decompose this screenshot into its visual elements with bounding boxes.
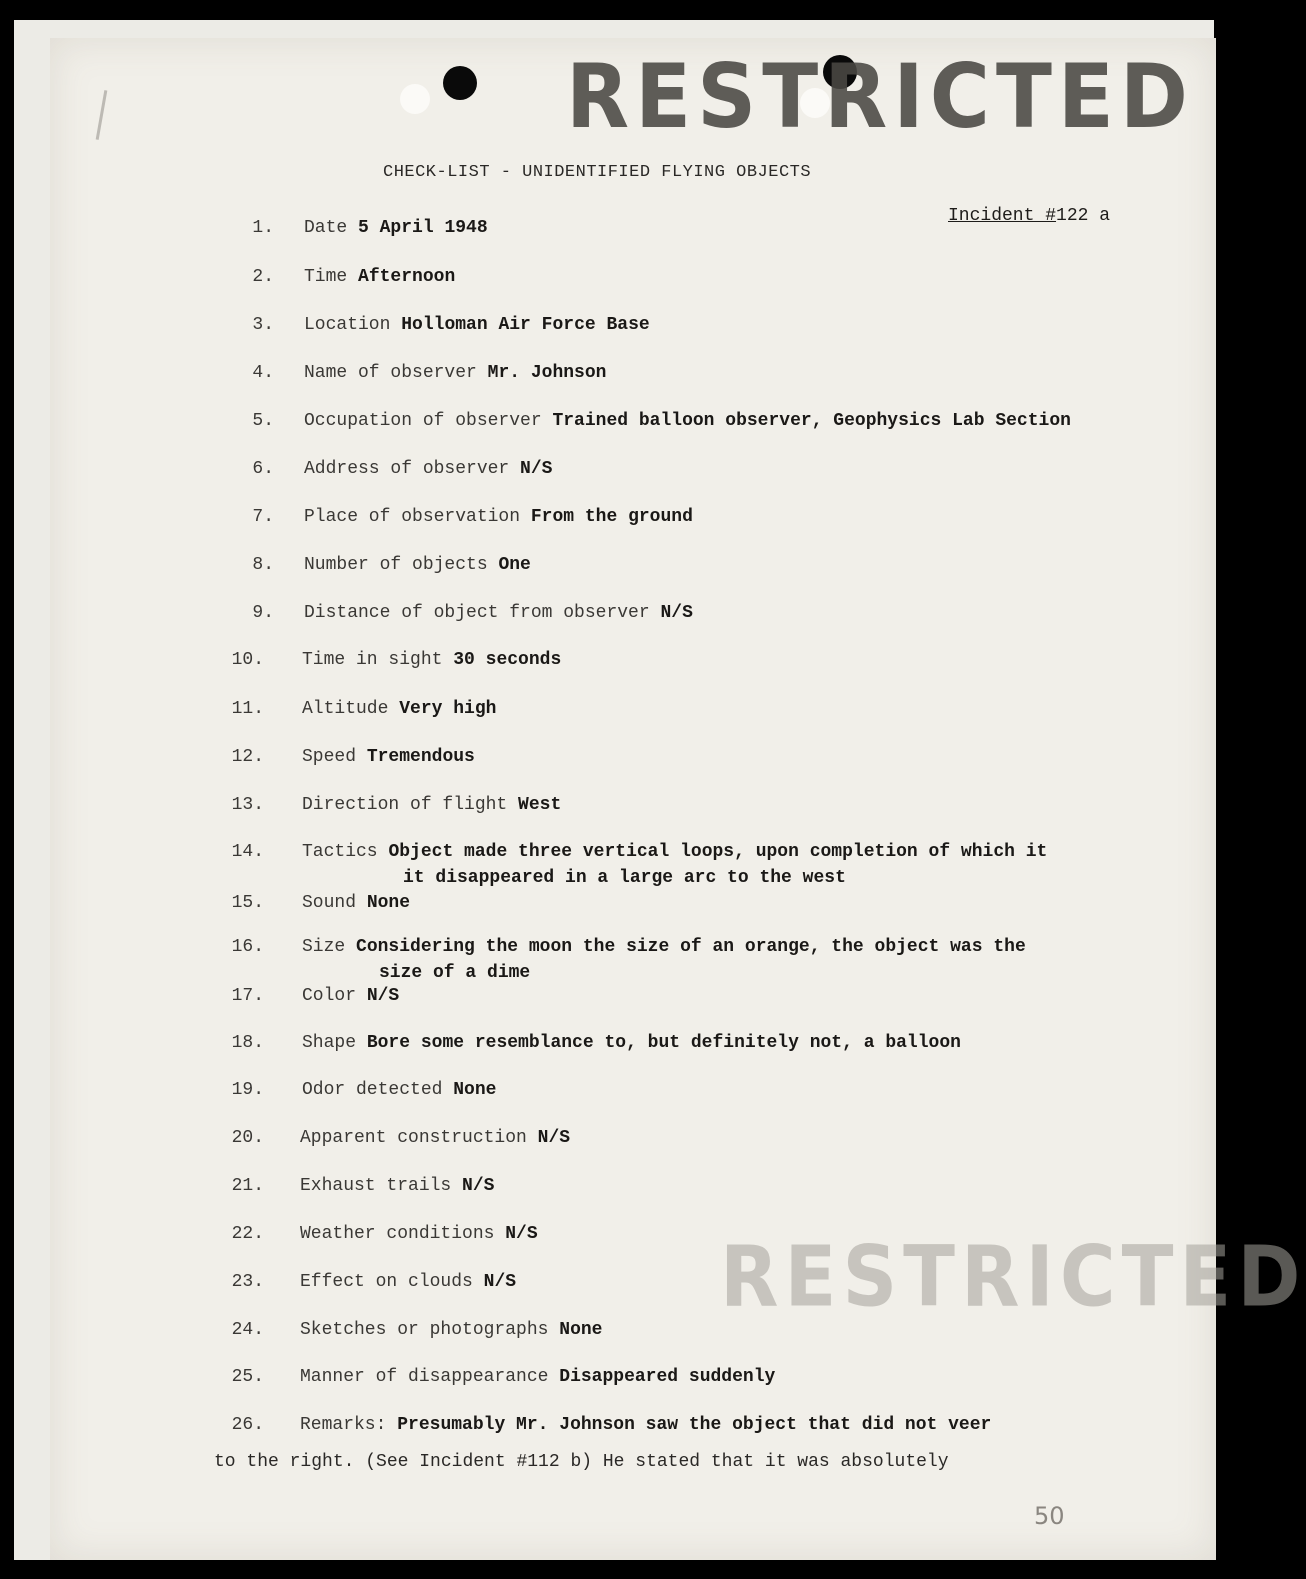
- item-label: Date: [304, 218, 348, 238]
- item-number: 7.: [252, 507, 274, 527]
- item-field: [302, 893, 410, 913]
- item-field: [302, 795, 561, 815]
- item-value: None: [366, 893, 411, 913]
- item-number: 12.: [231, 747, 264, 767]
- item-label: Odor detected: [302, 1080, 443, 1100]
- item-label: Effect on clouds: [300, 1272, 473, 1292]
- remarks-continued: to the right. (See Incident #112 b) He stated that it was absolutely: [214, 1452, 949, 1472]
- item-label: Sketches or photographs: [300, 1320, 549, 1340]
- item-label: Name of observer: [304, 363, 477, 383]
- item-number: 2.: [252, 267, 274, 287]
- item-field: [300, 1224, 538, 1244]
- item-number: 17.: [231, 986, 264, 1006]
- item-label: Location: [304, 315, 391, 335]
- item-value: N/S: [537, 1128, 571, 1148]
- item-number: 3.: [252, 315, 274, 335]
- item-label: Shape: [302, 1033, 357, 1053]
- item-number: 25.: [231, 1367, 264, 1387]
- item-field: [302, 842, 1047, 862]
- document-title: CHECK-LIST - UNIDENTIFIED FLYING OBJECTS: [383, 163, 812, 182]
- item-value: Mr. Johnson: [487, 363, 607, 383]
- item-field: [300, 1415, 991, 1435]
- restricted-stamp-bottom: RESTRICTED: [720, 1227, 1306, 1326]
- item-number: 14.: [231, 842, 264, 862]
- item-value: Disappeared suddenly: [559, 1367, 776, 1387]
- item-value: Afternoon: [358, 267, 456, 287]
- item-field: [302, 1033, 961, 1053]
- item-value: 30 seconds: [453, 650, 562, 670]
- page-number: 50: [1034, 1502, 1065, 1530]
- item-field: [300, 1320, 602, 1340]
- item-number: 9.: [252, 603, 274, 623]
- item-field: [300, 1367, 775, 1387]
- item-field: [302, 1080, 496, 1100]
- item-value: West: [518, 795, 562, 815]
- item-field: [304, 315, 650, 335]
- item-value: Object made three vertical loops, upon completion of which it: [388, 842, 1048, 862]
- item-field: [302, 650, 561, 670]
- item-value: Tremendous: [366, 747, 475, 767]
- item-number: 24.: [231, 1320, 264, 1340]
- item-field: [304, 459, 552, 479]
- item-number: 26.: [231, 1415, 264, 1435]
- item-label: Altitude: [302, 699, 389, 719]
- item-field: [304, 603, 693, 623]
- item-value: N/S: [483, 1272, 517, 1292]
- item-number: 1.: [252, 218, 274, 238]
- item-value: N/S: [505, 1224, 538, 1244]
- item-value: Bore some resemblance to, but definitely not, a balloon: [366, 1033, 961, 1053]
- item-label: Place of observation: [304, 507, 521, 527]
- item-label: Time in sight: [302, 650, 443, 670]
- item-number: 5.: [252, 411, 274, 431]
- item-value: N/S: [366, 986, 400, 1006]
- item-number: 4.: [252, 363, 274, 383]
- item-field: [304, 507, 693, 527]
- item-label: Tactics: [302, 842, 378, 862]
- item-number: 13.: [231, 795, 264, 815]
- item-label: Sound: [302, 893, 357, 913]
- item-number: 16.: [231, 937, 264, 957]
- item-value: N/S: [520, 459, 553, 479]
- item-label: Distance of object from observer: [304, 603, 650, 623]
- item-number: 20.: [231, 1128, 264, 1148]
- item-value: 5 April 1948: [358, 218, 488, 238]
- item-label: Direction of flight: [302, 795, 508, 815]
- item-number: 11.: [231, 699, 264, 719]
- item-label: Address of observer: [304, 459, 510, 479]
- item-field: [304, 411, 1071, 431]
- item-field: [304, 218, 488, 238]
- item-value: From the ground: [530, 507, 693, 527]
- item-field: [300, 1176, 494, 1196]
- punch-hole-left: [443, 66, 477, 100]
- item-field: [302, 937, 1026, 957]
- item-number: 15.: [231, 893, 264, 913]
- item-value: Trained balloon observer, Geophysics Lab Section: [552, 411, 1071, 431]
- item-label: Apparent construction: [300, 1128, 527, 1148]
- item-number: 21.: [231, 1176, 264, 1196]
- item-label: Time: [304, 267, 348, 287]
- item-value: Holloman Air Force Base: [401, 315, 650, 335]
- item-label: Number of objects: [304, 555, 488, 575]
- item-label: Remarks:: [300, 1415, 387, 1435]
- item-number: 18.: [231, 1033, 264, 1053]
- item-field: [300, 1128, 570, 1148]
- item-value: One: [498, 555, 531, 575]
- item-field: [302, 986, 399, 1006]
- item-label: Manner of disappearance: [300, 1367, 549, 1387]
- item-label: Color: [302, 986, 357, 1006]
- item-number: 6.: [252, 459, 274, 479]
- incident-value: 122 a: [1056, 206, 1111, 226]
- item-value-continued: size of a dime: [379, 963, 531, 983]
- item-field: [304, 267, 455, 287]
- item-number: 10.: [231, 650, 264, 670]
- restricted-stamp-top: RESTRICTED: [566, 46, 1194, 149]
- item-field: [302, 747, 475, 767]
- item-number: 19.: [231, 1080, 264, 1100]
- item-value: Presumably Mr. Johnson saw the object that did not veer: [397, 1415, 992, 1435]
- item-value: None: [453, 1080, 497, 1100]
- incident-label: Incident #: [948, 206, 1057, 226]
- item-number: 22.: [231, 1224, 264, 1244]
- item-label: Speed: [302, 747, 357, 767]
- item-field: [304, 555, 531, 575]
- item-label: Size: [302, 937, 346, 957]
- item-value: Very high: [399, 699, 497, 719]
- item-label: Weather conditions: [300, 1224, 495, 1244]
- item-label: Occupation of observer: [304, 411, 542, 431]
- item-value: N/S: [462, 1176, 495, 1196]
- item-value: Considering the moon the size of an orange, the object was the: [356, 937, 1026, 957]
- item-field: [300, 1272, 516, 1292]
- incident-number: [948, 206, 1110, 226]
- item-value-continued: it disappeared in a large arc to the west: [403, 868, 846, 888]
- item-field: [304, 363, 606, 383]
- punch-hole-mark: [400, 84, 430, 114]
- item-label: Exhaust trails: [300, 1176, 452, 1196]
- item-number: 8.: [252, 555, 274, 575]
- item-value: N/S: [660, 603, 693, 623]
- item-value: None: [559, 1320, 603, 1340]
- item-field: [302, 699, 496, 719]
- item-number: 23.: [231, 1272, 264, 1292]
